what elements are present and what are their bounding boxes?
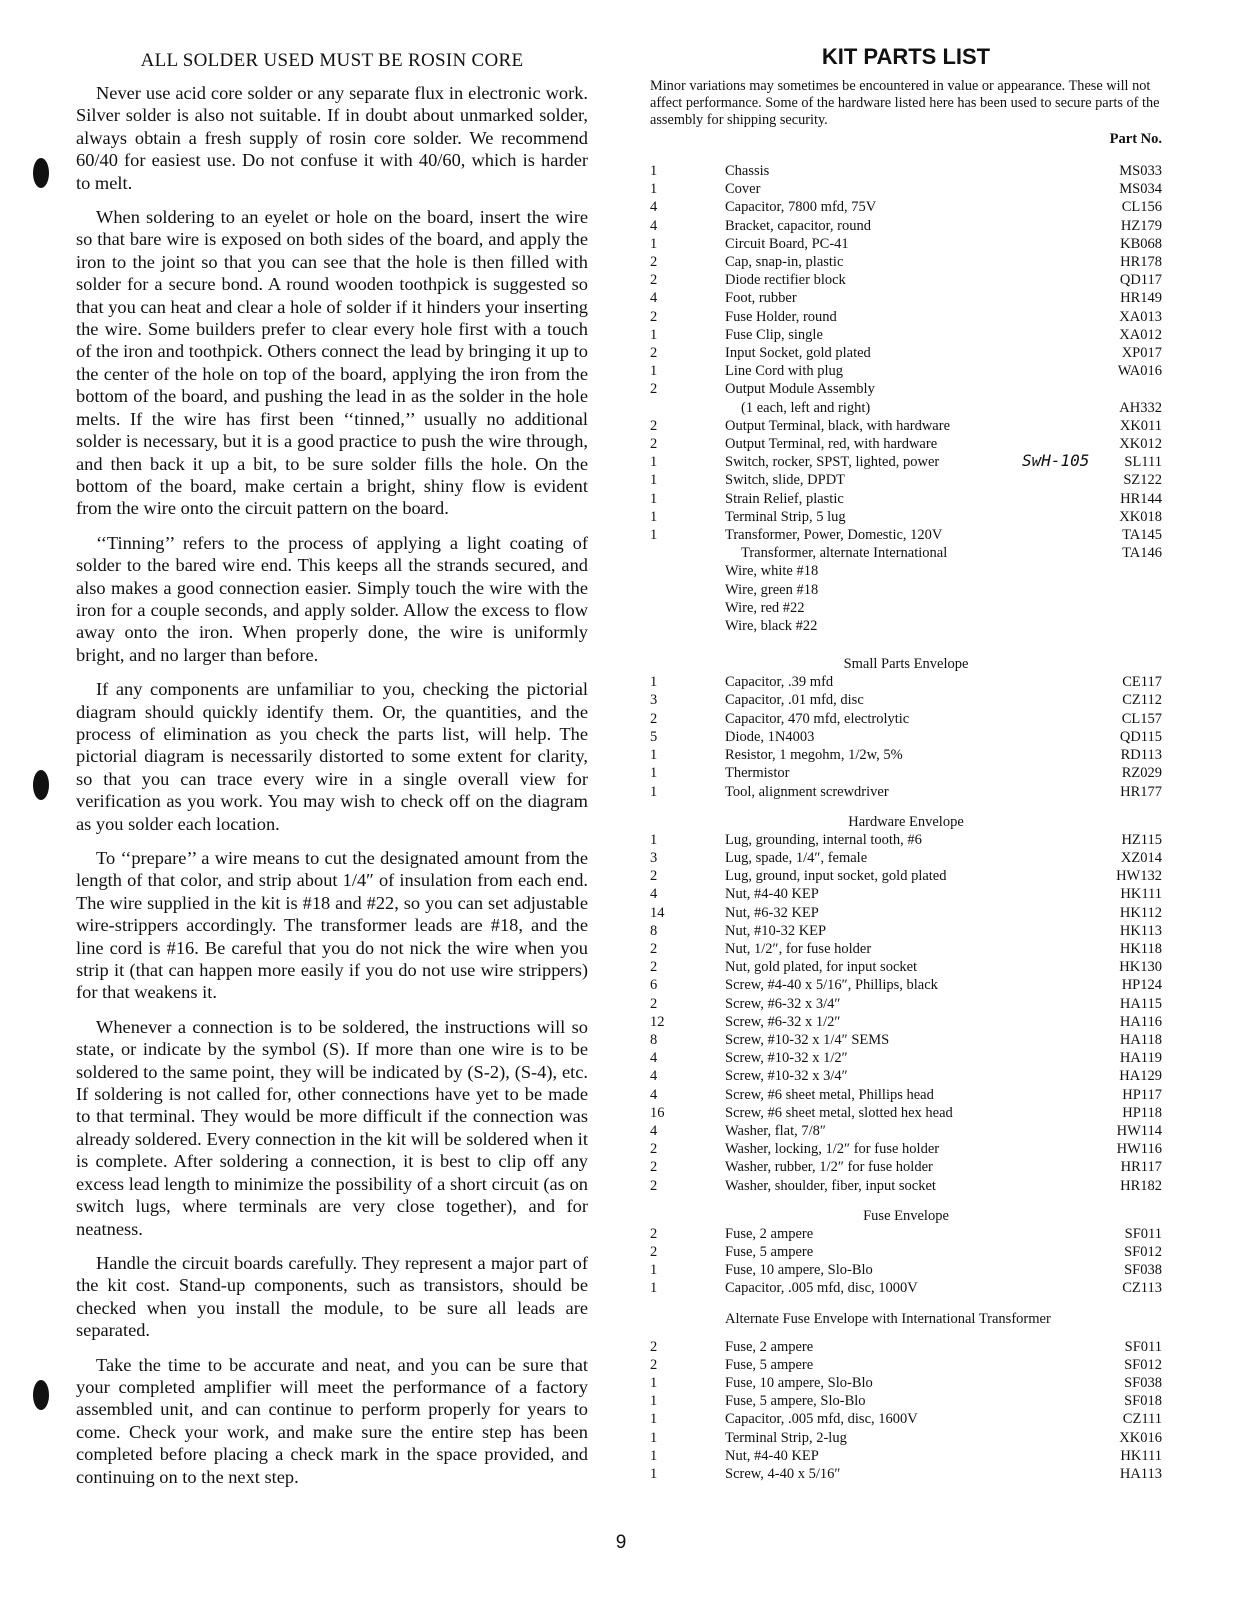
part-number: HR182 — [1120, 1177, 1162, 1194]
part-description: Output Module Assembly — [725, 381, 875, 398]
part-description: Output Terminal, black, with hardware — [725, 417, 951, 434]
part-qty: 1 — [650, 765, 658, 782]
part-number: HP124 — [1121, 977, 1162, 994]
part-description: Thermistor — [725, 765, 790, 782]
part-description: Capacitor, .005 mfd, disc, 1000V — [725, 1280, 918, 1297]
part-number: KB068 — [1120, 235, 1162, 252]
part-qty: 12 — [650, 1013, 665, 1030]
part-qty — [650, 399, 725, 417]
instruction-paragraph: Whenever a connection is to be soldered, the instructions will so state, or indicate by the symbol (S). If more than one wire is to be soldered to the same point, they will be indicated by (S-2), (S-4), etc. If soldering is not called for, other connections have yet to be made to that terminal. They would be more difficult if the connection was already soldered. Every connection in the kit will be soldered when it is complete. After soldering a connection, it is best to clip off any excess lead length to minimize the possibility of a short circuit (as on switch lugs, where terminals are very close together), and for neatness. — [76, 1016, 588, 1239]
part-qty: 1 — [650, 747, 658, 764]
part-row — [650, 764, 1162, 782]
part-number: XK018 — [1119, 508, 1162, 525]
part-description: Strain Relief, plastic — [725, 490, 844, 507]
part-row — [650, 271, 1162, 289]
part-row — [650, 922, 1162, 940]
part-description: Nut, #6-32 KEP — [725, 904, 819, 921]
instruction-paragraphs — [76, 82, 588, 1488]
part-qty: 2 — [650, 381, 658, 398]
part-qty: 1 — [650, 674, 658, 691]
instruction-paragraph: Never use acid core solder or any separate flux in electronic work. Silver solder is also not suitable. If in doubt about unmarked solder, always obtain a fresh supply of rosin core solder. We recommend 60/40 for easiest use. Do not confuse it with 40/60, which is harder to melt. — [76, 83, 588, 193]
part-number: HA115 — [1119, 995, 1162, 1012]
part-description: (1 each, left and right) — [741, 399, 871, 416]
part-description: Terminal Strip, 5 lug — [725, 508, 846, 525]
part-description: Fuse, 2 ampere — [725, 1225, 814, 1242]
part-row — [650, 691, 1162, 709]
part-qty — [650, 544, 725, 562]
part-description: Screw, 4-40 x 5/16″ — [725, 1466, 841, 1482]
part-row — [650, 1013, 1162, 1031]
part-qty: 1 — [650, 1411, 658, 1428]
instruction-paragraph: If any components are unfamiliar to you, checking the pictorial diagram should quickly identify them. Or, the quantities, and the process of elimination as you check the parts list, will help. The pictorial diagram is necessarily distorted to some extent for clarity, so that you can trace every wire in a single overall view for verification as you work. You may wish to check off on the diagram as you solder each location. — [76, 679, 588, 834]
part-number: HK113 — [1119, 922, 1162, 939]
part-description: Wire, black #22 — [725, 618, 818, 635]
part-description: Capacitor, .39 mfd — [725, 674, 834, 691]
part-row — [650, 308, 1162, 326]
part-qty: 2 — [650, 1243, 658, 1260]
part-row — [650, 867, 1162, 885]
part-number: RZ029 — [1121, 765, 1162, 782]
part-number: XK016 — [1119, 1429, 1162, 1446]
part-number: MS034 — [1119, 181, 1162, 198]
part-number: HA119 — [1119, 1050, 1162, 1067]
part-description: Wire, green #18 — [725, 581, 819, 598]
part-description: Washer, rubber, 1/2″ for fuse holder — [725, 1159, 933, 1176]
part-qty: 1 — [650, 1262, 658, 1279]
part-qty: 1 — [650, 363, 658, 380]
part-row — [650, 617, 1162, 635]
part-number: HK111 — [1120, 1447, 1162, 1464]
part-description: Capacitor, 7800 mfd, 75V — [725, 199, 877, 216]
part-qty: 1 — [650, 508, 658, 525]
part-row — [650, 471, 1162, 489]
part-row — [650, 1338, 1162, 1356]
part-number: CZ111 — [1122, 1411, 1162, 1428]
part-row — [650, 599, 1162, 617]
part-number: CL157 — [1121, 710, 1162, 727]
part-row — [650, 1261, 1162, 1279]
part-row — [650, 904, 1162, 922]
part-description: Switch, rocker, SPST, lighted, power — [725, 454, 940, 471]
part-number: HA116 — [1119, 1013, 1162, 1030]
part-row — [650, 1031, 1162, 1049]
part-qty: 2 — [650, 308, 658, 325]
part-description: Capacitor, .005 mfd, disc, 1600V — [725, 1411, 918, 1428]
part-row — [650, 1086, 1162, 1104]
part-number: MS033 — [1119, 163, 1162, 179]
part-description: Diode, 1N4003 — [725, 728, 815, 745]
part-qty — [650, 562, 725, 580]
part-number: SF011 — [1124, 1225, 1162, 1242]
section-title: Alternate Fuse Envelope with International Transformer — [725, 1310, 1051, 1327]
part-number: HZ179 — [1120, 217, 1162, 234]
part-number — [1072, 617, 1162, 635]
part-qty: 3 — [650, 692, 658, 709]
part-no-header: Part No. — [1109, 131, 1162, 147]
part-row — [650, 508, 1162, 526]
part-qty: 2 — [650, 868, 658, 885]
part-number: XK012 — [1119, 436, 1162, 453]
instruction-paragraph: When soldering to an eyelet or hole on the board, insert the wire so that bare wire is exposed on both sides of the board, and apply the iron to the joint so that you can see that the hole is then filled with solder for a secure bond. A round wooden toothpick is suggested so that you can heat and clear a hole of solder if it hinders your inserting the wire. Some builders prefer to clear every hole first with a touch of the iron and toothpick. Others connect the lead by bringing it up to the center of the hole on top of the board, applying the iron from the bottom of the board, and pushing the lead in as the solder in the hole melts. If the wire has first been ‘‘tinned,’’ usually no additional solder is necessary, but it is a good practice to push the wire through, and then back it up a bit, to be sure solder fills the hole. On the bottom of the board, make certain a bright, shiny flow is evident from the wire onto the circuit pattern on the board. — [76, 207, 588, 519]
part-qty: 1 — [650, 1466, 658, 1482]
part-row — [650, 581, 1162, 599]
part-number: RD113 — [1120, 747, 1162, 764]
part-row — [650, 399, 1162, 417]
handwritten-note: SwH-105 — [1022, 451, 1090, 471]
part-qty: 2 — [650, 1356, 658, 1373]
part-row — [650, 562, 1162, 580]
part-number — [1072, 599, 1162, 617]
part-qty: 2 — [650, 1338, 658, 1355]
part-row — [650, 746, 1162, 764]
part-qty: 2 — [650, 959, 658, 976]
part-number: CZ113 — [1122, 1280, 1162, 1297]
part-description: Switch, slide, DPDT — [725, 472, 846, 489]
part-qty: 4 — [650, 1086, 658, 1103]
part-row — [650, 1429, 1162, 1447]
part-qty: 2 — [650, 995, 658, 1012]
part-row — [650, 1140, 1162, 1158]
part-row — [650, 783, 1162, 801]
instruction-paragraph: ‘‘Tinning’’ refers to the process of applying a light coating of solder to the bared wire end. This keeps all the strands secured, and also makes a good connection easier. Simply touch the wire with the iron for a couple seconds, and apply solder. Allow the excess to flow away onto the iron. When properly done, the wire is uniformly bright, and no larger than before. — [76, 532, 588, 665]
part-qty: 1 — [650, 235, 658, 252]
part-qty — [650, 581, 725, 599]
part-row — [650, 162, 1162, 180]
part-number: XK011 — [1119, 417, 1162, 434]
part-number: HW114 — [1116, 1122, 1162, 1139]
part-qty: 1 — [650, 527, 658, 544]
part-qty: 2 — [650, 272, 658, 289]
part-number: WA016 — [1117, 363, 1162, 380]
part-description: Lug, spade, 1/4″, female — [725, 849, 868, 866]
part-description: Circuit Board, PC-41 — [725, 235, 849, 252]
part-number: HZ115 — [1121, 831, 1162, 848]
part-description: Line Cord with plug — [725, 363, 844, 380]
binder-hole-mark — [33, 1380, 49, 1410]
part-qty: 1 — [650, 326, 658, 343]
part-number: XP017 — [1121, 345, 1162, 362]
part-qty — [650, 617, 725, 635]
part-number: SF038 — [1124, 1262, 1162, 1279]
part-row — [650, 1447, 1162, 1465]
part-description: Washer, shoulder, fiber, input socket — [725, 1177, 936, 1194]
part-number: SF012 — [1124, 1356, 1162, 1373]
part-description: Fuse Holder, round — [725, 308, 837, 325]
part-description: Screw, #6 sheet metal, slotted hex head — [725, 1104, 953, 1121]
part-row — [650, 710, 1162, 728]
part-qty: 8 — [650, 1031, 658, 1048]
part-description: Input Socket, gold plated — [725, 345, 871, 362]
part-row — [650, 1392, 1162, 1410]
part-description: Fuse, 5 ampere — [725, 1243, 814, 1260]
part-row — [650, 976, 1162, 994]
part-row — [650, 1465, 1162, 1483]
part-row — [650, 1122, 1162, 1140]
part-description: Cap, snap-in, plastic — [725, 254, 844, 271]
part-row — [650, 198, 1162, 216]
part-qty: 6 — [650, 977, 658, 994]
part-description: Foot, rubber — [725, 290, 797, 307]
part-row — [650, 958, 1162, 976]
part-description: Terminal Strip, 2-lug — [725, 1429, 847, 1446]
part-description: Transformer, alternate International — [741, 545, 948, 562]
part-number: HP118 — [1122, 1104, 1162, 1121]
part-qty: 2 — [650, 345, 658, 362]
part-description: Nut, 1/2″, for fuse holder — [725, 940, 872, 957]
binder-hole-mark — [33, 770, 49, 800]
part-description: Nut, #10-32 KEP — [725, 922, 827, 939]
part-qty: 3 — [650, 849, 658, 866]
part-qty: 1 — [650, 1393, 658, 1410]
part-row — [650, 1374, 1162, 1392]
part-qty: 1 — [650, 472, 658, 489]
part-row — [650, 673, 1162, 691]
part-row — [650, 995, 1162, 1013]
part-description: Nut, #4-40 KEP — [725, 1447, 819, 1464]
part-row — [650, 526, 1162, 544]
part-description: Cover — [725, 181, 761, 198]
part-row — [650, 253, 1162, 271]
part-row — [650, 1158, 1162, 1176]
part-description: Wire, red #22 — [725, 599, 805, 616]
part-number: SF018 — [1124, 1393, 1162, 1410]
part-number: SF012 — [1124, 1243, 1162, 1260]
parts-list-column — [650, 44, 1162, 1483]
part-qty: 8 — [650, 922, 658, 939]
binder-hole-mark — [33, 158, 49, 188]
part-number: HA129 — [1119, 1068, 1162, 1085]
part-description: Washer, locking, 1/2″ for fuse holder — [725, 1141, 940, 1158]
section-title: Small Parts Envelope — [843, 656, 969, 673]
part-row — [650, 831, 1162, 849]
part-number: HK112 — [1119, 904, 1162, 921]
part-qty: 1 — [650, 181, 658, 198]
part-description: Screw, #10-32 x 1/4″ SEMS — [725, 1031, 890, 1048]
part-number — [1072, 380, 1162, 398]
part-number: HR178 — [1120, 254, 1162, 271]
part-description: Transformer, Power, Domestic, 120V — [725, 527, 943, 544]
part-description: Fuse, 10 ampere, Slo-Blo — [725, 1262, 873, 1279]
part-row — [650, 235, 1162, 253]
part-number: HK111 — [1120, 886, 1162, 903]
part-number: SZ122 — [1123, 472, 1162, 489]
part-number: SF011 — [1124, 1338, 1162, 1355]
section-title: Hardware Envelope — [848, 813, 964, 830]
part-number: CZ112 — [1122, 692, 1162, 709]
part-description: Lug, ground, input socket, gold plated — [725, 868, 947, 885]
part-qty: 1 — [650, 490, 658, 507]
part-description: Capacitor, 470 mfd, electrolytic — [725, 710, 910, 727]
part-row — [650, 490, 1162, 508]
part-description: Screw, #6-32 x 1/2″ — [725, 1013, 841, 1030]
part-row — [650, 417, 1162, 435]
part-description: Output Terminal, red, with hardware — [725, 436, 938, 453]
part-qty: 4 — [650, 1068, 658, 1085]
part-description: Resistor, 1 megohm, 1/2w, 5% — [725, 747, 903, 764]
part-row — [650, 1243, 1162, 1261]
part-description: Screw, #6-32 x 3/4″ — [725, 995, 841, 1012]
part-qty: 2 — [650, 710, 658, 727]
part-description: Fuse, 2 ampere — [725, 1338, 814, 1355]
part-qty: 14 — [650, 904, 665, 921]
part-number: XA013 — [1119, 308, 1162, 325]
part-qty: 1 — [650, 831, 658, 848]
parts-table — [650, 162, 1162, 1483]
part-description: Lug, grounding, internal tooth, #6 — [725, 831, 922, 848]
part-description: Screw, #10-32 x 1/2″ — [725, 1050, 848, 1067]
part-number: AH332 — [1119, 399, 1162, 416]
part-qty: 4 — [650, 1122, 658, 1139]
part-qty: 2 — [650, 1225, 658, 1242]
parts-list-title: KIT PARTS LIST — [821, 44, 991, 69]
part-number: HR117 — [1120, 1159, 1162, 1176]
instruction-paragraph: Handle the circuit boards carefully. They represent a major part of the kit cost. Stand-up components, such as transistors, should be checked when you install the module, to be sure all leads are separated. — [76, 1252, 588, 1341]
part-qty: 4 — [650, 1050, 658, 1067]
part-number: QD115 — [1119, 728, 1162, 745]
part-qty: 1 — [650, 1280, 658, 1297]
part-number: HK130 — [1119, 959, 1162, 976]
part-row — [650, 1049, 1162, 1067]
instruction-paragraph: To ‘‘prepare’’ a wire means to cut the designated amount from the length of that color, and strip about 1/4″ of insulation from each end. The wire supplied in the kit is #18 and #22, so you can set adjustable wire-strippers accordingly. The transformer leads are #18, and the line cord is #16. Be careful that you do not nick the wire when you strip it (that can happen more easily if you do not use wire strippers) for that weakens it. — [76, 848, 588, 1003]
part-number: SF038 — [1124, 1374, 1162, 1391]
instructions-column — [76, 50, 588, 1500]
part-qty: 5 — [650, 728, 658, 745]
part-qty: 4 — [650, 199, 658, 216]
part-qty: 1 — [650, 1447, 658, 1464]
part-row — [650, 544, 1162, 562]
part-row — [650, 1356, 1162, 1374]
part-row — [650, 885, 1162, 903]
part-number: HW132 — [1116, 868, 1162, 885]
part-qty: 4 — [650, 290, 658, 307]
part-number — [1072, 581, 1162, 599]
part-row — [650, 344, 1162, 362]
part-row — [650, 289, 1162, 307]
part-description: Fuse Clip, single — [725, 326, 823, 343]
part-qty: 1 — [650, 163, 658, 179]
part-qty: 2 — [650, 417, 658, 434]
part-qty: 2 — [650, 940, 658, 957]
part-row — [650, 1279, 1162, 1297]
part-number: HP117 — [1122, 1086, 1162, 1103]
part-number: HA113 — [1119, 1466, 1162, 1482]
part-number: HA118 — [1119, 1031, 1162, 1048]
part-description: Wire, white #18 — [725, 563, 819, 580]
part-description: Fuse, 10 ampere, Slo-Blo — [725, 1374, 873, 1391]
instruction-paragraph: Take the time to be accurate and neat, and you can be sure that your completed amplifier will meet the performance of a factory assembled unit, and can continue to perform properly for years to come. Check your work, and make sure the entire step has been completed before placing a check mark in the space provided, and continuing on to the next step. — [76, 1354, 588, 1487]
parts-list-intro: Minor variations may sometimes be encountered in value or appearance. These will not affect performance. Some of the hardware listed here has been used to secure parts of the assembly for shipping security. — [650, 78, 1160, 128]
part-qty: 16 — [650, 1104, 665, 1121]
part-qty: 2 — [650, 1177, 658, 1194]
part-description: Screw, #4-40 x 5/16″, Phillips, black — [725, 977, 938, 994]
part-description: Screw, #6 sheet metal, Phillips head — [725, 1086, 934, 1103]
part-row — [650, 217, 1162, 235]
part-row — [650, 940, 1162, 958]
part-number: XA012 — [1119, 326, 1162, 343]
page-number: 9 — [615, 1532, 627, 1553]
part-number: HW116 — [1116, 1141, 1162, 1158]
part-number: XZ014 — [1120, 849, 1162, 866]
part-qty: 1 — [650, 1429, 658, 1446]
part-row — [650, 1225, 1162, 1243]
part-row — [650, 326, 1162, 344]
part-number — [1072, 562, 1162, 580]
part-description: Screw, #10-32 x 3/4″ — [725, 1068, 848, 1085]
part-number: CL156 — [1121, 199, 1162, 216]
part-description: Nut, gold plated, for input socket — [725, 959, 918, 976]
part-qty: 1 — [650, 1374, 658, 1391]
part-number: SL111 — [1124, 454, 1162, 471]
solder-heading: ALL SOLDER USED MUST BE ROSIN CORE — [140, 50, 524, 71]
part-number: QD117 — [1119, 272, 1162, 289]
part-number: TA145 — [1122, 527, 1162, 544]
part-description: Chassis — [725, 163, 770, 179]
part-row — [650, 1104, 1162, 1122]
part-qty: 1 — [650, 454, 658, 471]
part-qty: 4 — [650, 886, 658, 903]
part-row — [650, 180, 1162, 198]
part-row — [650, 362, 1162, 380]
part-qty: 1 — [650, 783, 658, 800]
part-qty — [650, 599, 725, 617]
part-row — [650, 453, 1162, 471]
part-description: Fuse, 5 ampere — [725, 1356, 814, 1373]
part-description: Washer, flat, 7/8″ — [725, 1122, 826, 1139]
part-description: Tool, alignment screwdriver — [725, 783, 889, 800]
part-number: TA146 — [1122, 545, 1162, 562]
part-row — [650, 1410, 1162, 1428]
part-number: HR149 — [1120, 290, 1162, 307]
part-description: Capacitor, .01 mfd, disc — [725, 692, 864, 709]
part-qty: 4 — [650, 217, 658, 234]
part-qty: 2 — [650, 254, 658, 271]
part-number: HK118 — [1119, 940, 1162, 957]
part-number: HR144 — [1120, 490, 1162, 507]
section-title: Fuse Envelope — [863, 1207, 949, 1224]
part-row — [650, 1067, 1162, 1085]
part-description: Bracket, capacitor, round — [725, 217, 871, 234]
part-description: Nut, #4-40 KEP — [725, 886, 819, 903]
part-number: CE117 — [1122, 674, 1162, 691]
part-row — [650, 728, 1162, 746]
part-description: Diode rectifier block — [725, 272, 846, 289]
part-number: HR177 — [1120, 783, 1162, 800]
part-qty: 2 — [650, 436, 658, 453]
part-description: Fuse, 5 ampere, Slo-Blo — [725, 1393, 866, 1410]
part-row — [650, 1177, 1162, 1195]
part-qty: 2 — [650, 1141, 658, 1158]
part-row — [650, 380, 1162, 398]
part-row — [650, 849, 1162, 867]
part-qty: 2 — [650, 1159, 658, 1176]
